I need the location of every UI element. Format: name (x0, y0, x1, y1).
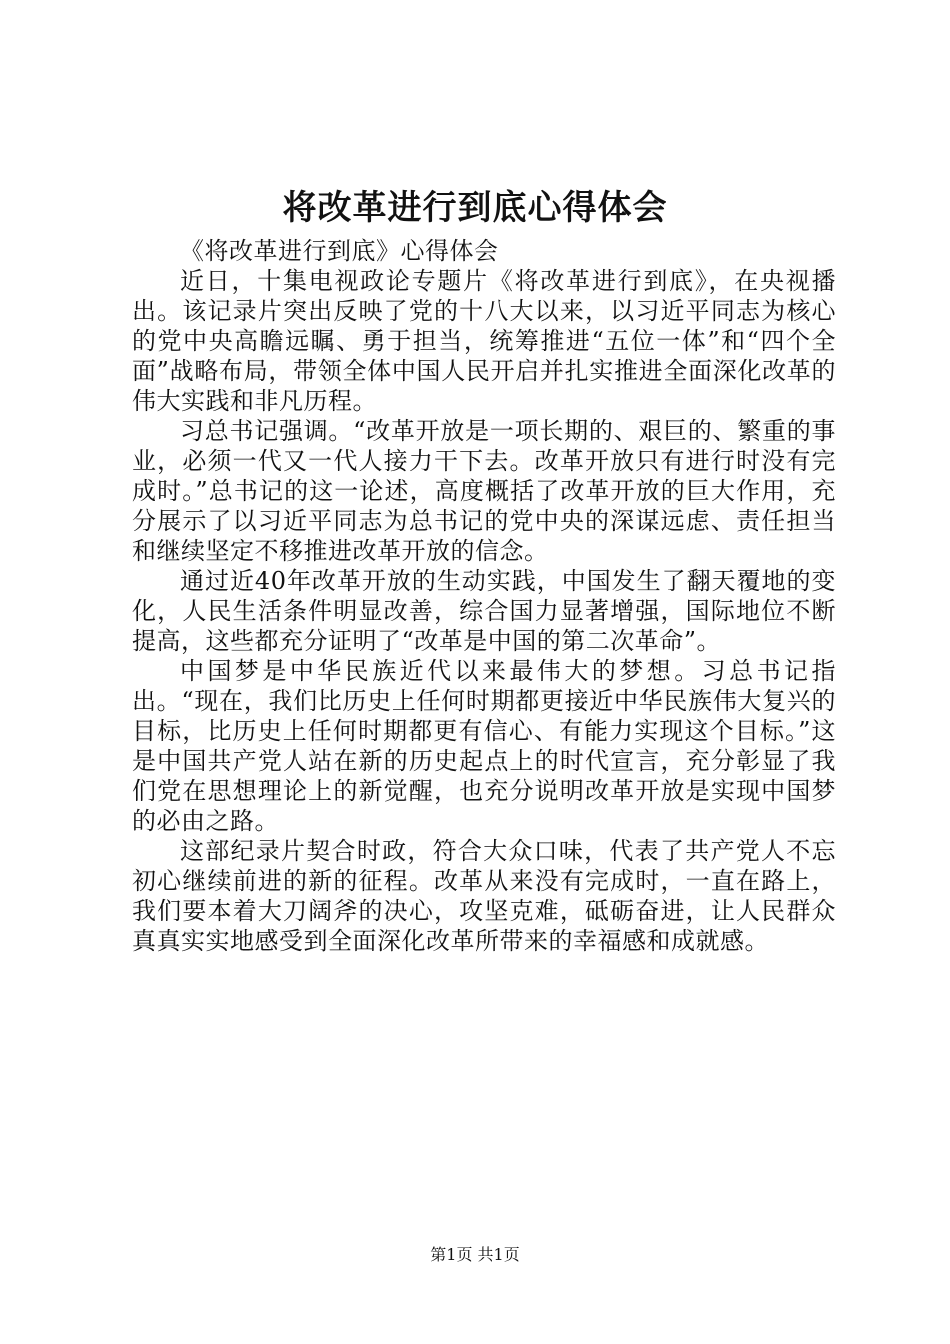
paragraph-1: 近日，十集电视政论专题片《将改革进行到底》，在央视播出。该记录片突出反映了党的十八大以来，以习近平同志为核心的党中央高瞻远瞩、勇于担当，统筹推进“五位一体”和“四个全面”战略布局，带领全体中国人民开启并扎实推进全面深化改革的伟大实践和非凡历程。 (132, 267, 836, 415)
page-footer: 第1页 共1页 (430, 1245, 520, 1264)
paragraph-5: 这部纪录片契合时政，符合大众口味，代表了共产党人不忘初心继续前进的新的征程。改革从来没有完成时，一直在路上，我们要本着大刀阔斧的决心，攻坚克难，砥砺奋进，让人民群众真真实实地感受到全面深化改革所带来的幸福感和成就感。 (132, 837, 836, 955)
paragraph-3: 通过近40年改革开放的生动实践，中国发生了翻天覆地的变化，人民生活条件明显改善，综合国力显著增强，国际地位不断提高，这些都充分证明了“改革是中国的第二次革命”。 (132, 567, 836, 655)
paragraph-subtitle: 《将改革进行到底》心得体会 (180, 237, 499, 265)
document-body (132, 236, 836, 956)
paragraph-4: 中国梦是中华民族近代以来最伟大的梦想。习总书记指出。“现在，我们比历史上任何时期都更接近中华民族伟大复兴的目标，比历史上任何时期都更有信心、有能力实现这个目标。”这是中国共产党人站在新的历史起点上的时代宣言，充分彰显了我们党在思想理论上的新觉醒，也充分说明改革开放是实现中国梦的必由之路。 (132, 657, 836, 835)
document-title: 将改革进行到底心得体会 (282, 188, 668, 228)
paragraph-2: 习总书记强调。“改革开放是一项长期的、艰巨的、繁重的事业，必须一代又一代人接力干下去。改革开放只有进行时没有完成时。”总书记的这一论述，高度概括了改革开放的巨大作用，充分展示了以习近平同志为总书记的党中央的深谋远虑、责任担当和继续坚定不移推进改革开放的信念。 (132, 417, 836, 565)
